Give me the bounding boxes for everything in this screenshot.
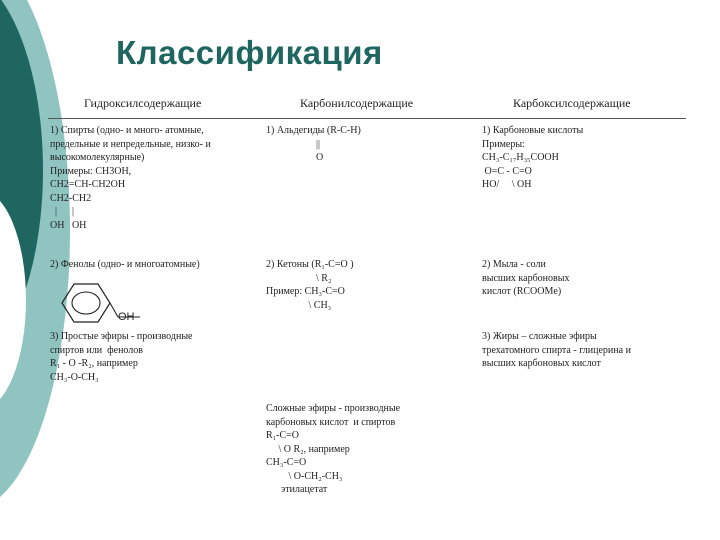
ketones-block: 2) Кетоны (R₁-C=O ) \ R₂ Пример: CH₃-C=O \ CH₃ [266,259,354,311]
ethers-block: 3) Простые эфиры - производные спиртов или фенолов R₁ - O -R₂, например CH₃-O-CH₃ [50,331,193,383]
page-title: Классификация [116,34,383,71]
soaps-block: 2) Мыла - соли высших карбоновых кислот (RCOOMe) [482,259,570,297]
column-header-carbonyl: Карбонилсодержащие [300,96,414,110]
header-divider [48,118,686,119]
alcohols-block: 1) Спирты (одно- и много- атомные, предельные и непредельные, низко- и высокомолекулярные) Примеры: CH3OH, CH2=CH-CH2OH CH2-CH2 | | OH OH [50,125,211,231]
phenols-block: 2) Фенолы (одно- и многоатомные) [50,259,200,270]
carboxylic-acids-block: 1) Карбоновые кислоты Примеры: CH₃-C₁₇H₃₅COOH O=C - C=O HO/ \ OH [482,125,584,190]
phenol-oh-label: OH [118,311,135,323]
fats-block: 3) Жиры – сложные эфиры трехатомного спирта - глицерина и высших карбоновых кислот [482,331,631,369]
esters-block: Сложные эфиры - производные карбоновых кислот и спиртов R₁-C=O \ O R₂, например CH₃-C=O \ O-CH₂-CH₃ этилацетат [266,403,401,495]
column-header-hydroxyl: Гидроксилсодержащие [84,96,202,110]
column-header-carboxyl: Карбоксилсодержащие [513,96,631,110]
aldehydes-block: 1) Альдегиды (R-C-H) || O [266,125,361,163]
